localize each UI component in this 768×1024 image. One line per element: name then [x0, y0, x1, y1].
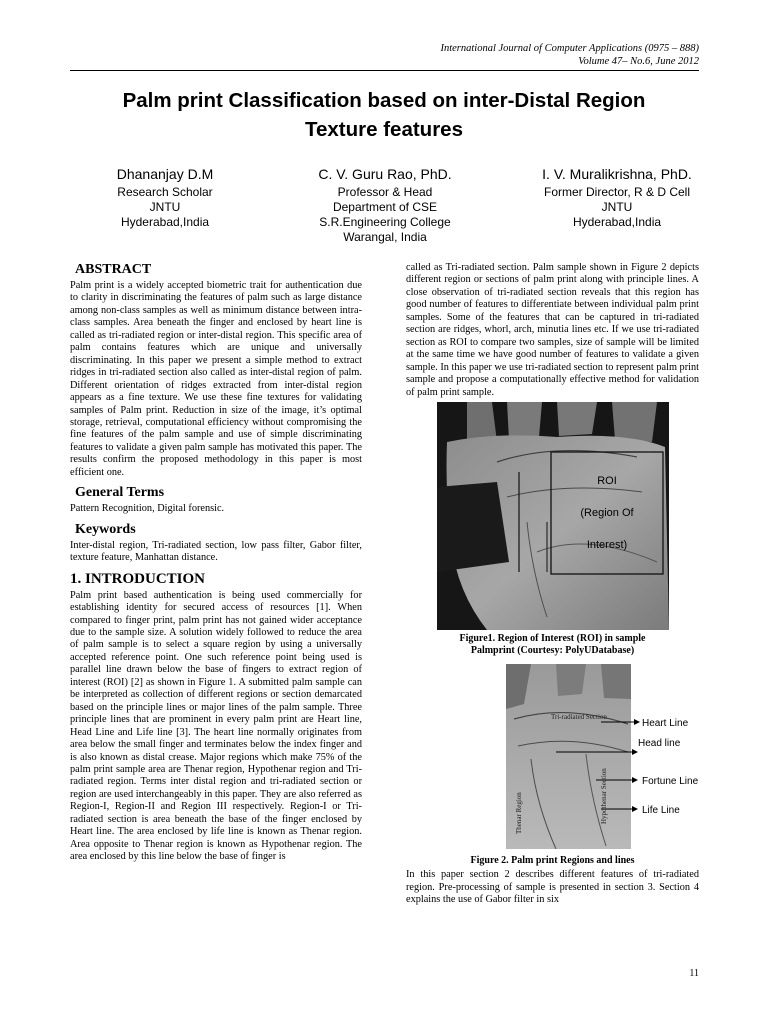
general-terms-text: Pattern Recognition, Digital forensic.	[70, 503, 225, 515]
keywords-text: Inter-distal region, Tri-radiated section, low pass filter, Gabor filter, texture feature, Manhattan distance.	[70, 539, 362, 564]
author-name: Dhananjay D.M	[116, 166, 214, 182]
figure-2-label-tri-radiated: Tri-radiated Section	[551, 712, 607, 721]
right-column-paragraph: called as Tri-radiated section. Palm sample shown in Figure 2 depicts different region or sections of palm print along with principle lines. A close observation of tri-radiated section reveals that this region has good number of features to differentiate between individual palm print samples. Some of the features that can be captured in tri-radiated section are ridges, whorl, arch, minutia lines etc. If we use tri-radiated section as ROI to compare two samples, size of sample will be limited at the same time we have good number of features to validate a given sample. In this paper we use tri-radiated section to represent palm print sample and propose a computationally effective method for validation of palm print sample.	[406, 262, 699, 398]
figure-2-palm-image	[406, 664, 699, 849]
author-1	[90, 166, 240, 230]
keywords-heading: Keywords	[75, 521, 136, 537]
paper-title	[60, 86, 708, 144]
figure-1-caption	[406, 633, 699, 658]
author-affiliation: S.R.Engineering College	[319, 215, 451, 229]
author-affiliation: Professor & Head	[337, 185, 433, 199]
author-name: I. V. Muralikrishna, PhD.	[542, 166, 692, 182]
paper-title-line-2: Texture features	[305, 118, 463, 141]
journal-name: International Journal of Computer Applications (0975 – 888)	[440, 43, 699, 54]
right-column-paragraph: In this paper section 2 describes different features of tri-radiated region. Pre-processing of sample is presented in section 3. Section 4 explains the use of Gabor filter in six	[406, 869, 699, 906]
figure-1-palm-image	[437, 402, 669, 630]
figure-2-label-life-line: Life Line	[642, 804, 680, 816]
author-affiliation: Hyderabad,India	[572, 215, 662, 229]
author-affiliation: Hyderabad,India	[120, 215, 210, 229]
figure-1-caption-line: Palmprint (Courtesy: PolyUDatabase)	[470, 645, 635, 657]
journal-header	[440, 42, 699, 68]
header-rule	[70, 70, 699, 71]
figure-2-label-fortune-line: Fortune Line	[642, 775, 699, 787]
author-2	[300, 166, 470, 245]
author-affiliation: JNTU	[601, 200, 633, 214]
introduction-heading: 1. INTRODUCTION	[70, 570, 206, 587]
author-affiliation: Department of CSE	[332, 200, 438, 214]
author-affiliation: Warangal, India	[343, 230, 427, 244]
page-number: 11	[689, 968, 699, 979]
figure-2-label-heart-line: Heart Line	[642, 717, 689, 729]
figure-1-caption-line: Figure1. Region of Interest (ROI) in sample	[459, 632, 646, 644]
figure-2-label-thenar: Thenar Region	[515, 792, 523, 834]
figure-1-roi-label: ROI	[597, 474, 617, 487]
figure-1-roi-label: (Region Of	[580, 506, 634, 519]
figure-1	[437, 402, 669, 630]
paper-title-line-1: Palm print Classification based on inter-Distal Region	[122, 89, 646, 112]
figure-2-label-head-line: Head line	[638, 737, 681, 749]
author-name: C. V. Guru Rao, PhD.	[318, 166, 452, 182]
introduction-text: Palm print based authentication is being used commercially for establishing identity for secured access of resources [1]. When compared to finger print, palm print has not gained wider acceptance due to the sample size. A solution widely followed to reduce the area of palm sample is to select a square region by using a universally accepted reference point. One such reference point being used is parallel line drawn below the base of fingers to extract region of interest (ROI) [2] as shown in Figure 1. A submitted palm sample can be interpreted as collection of different regions or section demarcated based on the principle lines or major lines of the palm sample. Three principle lines that are prominent in every palm print are Heart line, Head Line and Life line [3]. The heart line normally originates from area below the small finger and terminates below the index finger and is also known as distal crease. Major regions which make 75% of the palm print sample area are Thenar region, Hypothenar region and Tri-radiated region. Terms inter distal region and tri-radiated section or region are used interchangeably in this paper. They are also referred as Region-I, Region-II and Region III respectively. Region-I or Tri-radiated section is area beneath the base of the finger enclosed by Heart line. The area enclosed by life line is known as Thenar region. Area opposite to Thenar region is known as Hypothenar region. The area enclosed by this line below the base of finger is	[70, 589, 362, 863]
author-affiliation: Former Director, R & D Cell	[543, 185, 691, 199]
author-3	[522, 166, 712, 230]
right-column	[406, 262, 699, 907]
figure-1-roi-label: Interest)	[586, 538, 628, 551]
journal-volume: Volume 47– No.6, June 2012	[578, 56, 699, 67]
abstract-heading: ABSTRACT	[75, 262, 152, 277]
figure-2-label-hypothenar: Hypothenar Section	[600, 768, 608, 824]
general-terms-heading: General Terms	[75, 485, 165, 501]
author-affiliation: JNTU	[149, 200, 181, 214]
figure-2	[406, 664, 699, 849]
left-column	[70, 262, 362, 864]
author-affiliation: Research Scholar	[117, 185, 213, 199]
abstract-text: Palm print is a widely accepted biometric trait for authentication due to clarity in discriminating the features of palm such as large distance among non-class samples as well as minimum distance between intra-class samples. Area beneath the finger and enclosed by heart line is called as tri-radiated region or inter-distal region. This specific area of palm contains features which are unique and universally discriminating. In this paper we present a simple method to extract ridges in tri-radiated section also called as inter-distal region of palm. Different orientation of ridges extracted from inter-distal region appears as a fine texture. We use these fine textures for validating samples of Palm print. Reduction in size of the image, it’s optimal storage, retrieval, computational efficiency without compromising the fine features of the palm sample and use of simple discriminating features to validate a given palm sample has motivated this paper. The results confirm the proposed methodology in this paper is most efficient one.	[70, 280, 362, 478]
figure-2-caption: Figure 2. Palm print Regions and lines	[470, 854, 635, 866]
